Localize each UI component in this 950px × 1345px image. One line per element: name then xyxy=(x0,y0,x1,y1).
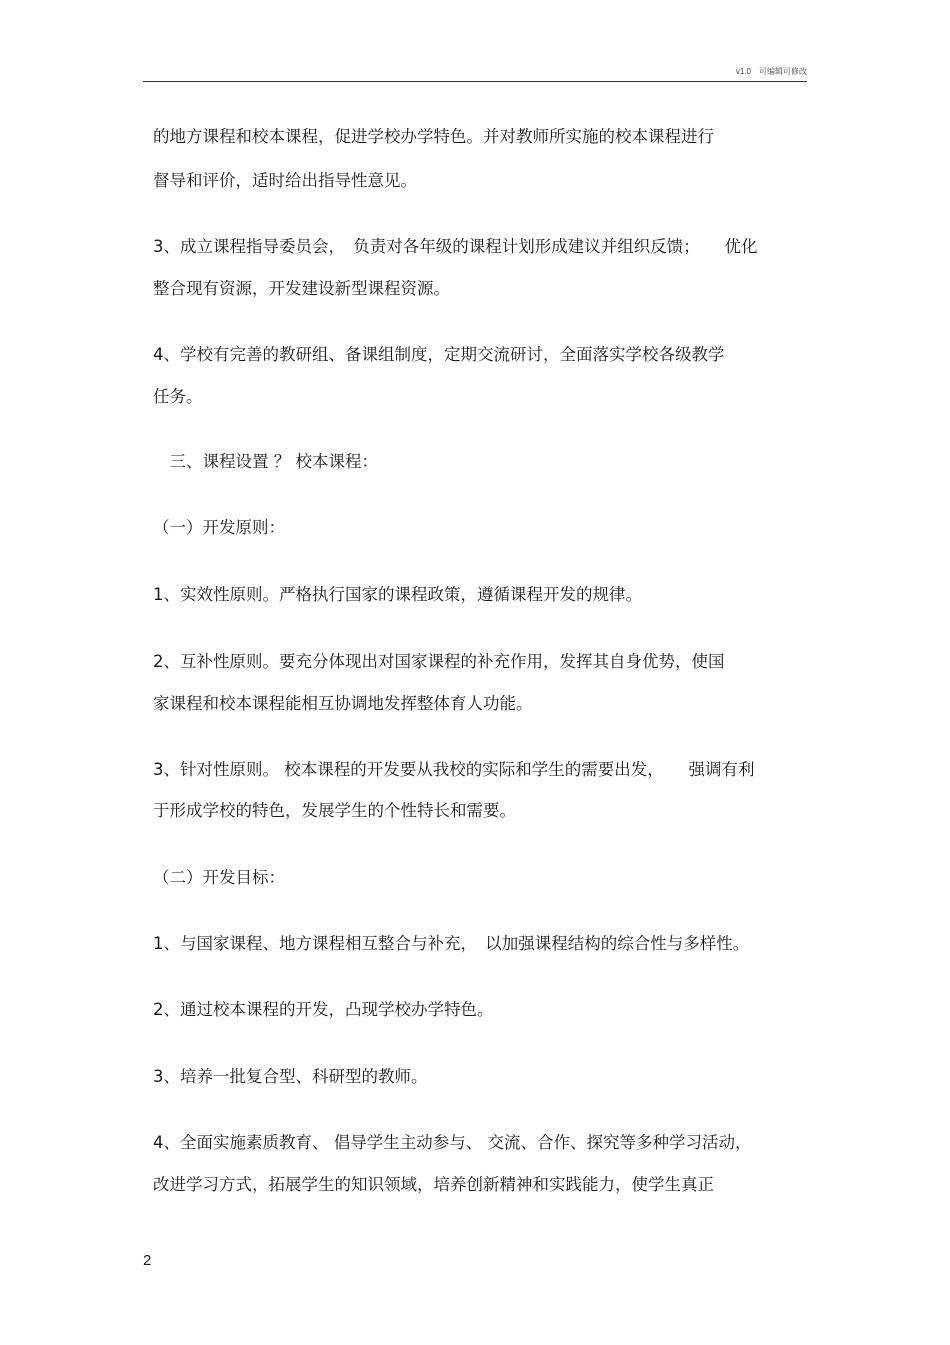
page-number: 2 xyxy=(143,1252,152,1269)
version-note: v1.0 可编辑可修改 xyxy=(735,67,807,76)
subsection-heading: （一）开发原则： xyxy=(153,518,285,537)
header-rule xyxy=(143,81,807,82)
body-line: 2、通过校本课程的开发，凸现学校办学特色。 xyxy=(153,1000,494,1019)
body-line: 于形成学校的特色，发展学生的个性特长和需要。 xyxy=(153,801,516,820)
body-line: 督导和评价，适时给出指导性意见。 xyxy=(153,171,417,190)
body-line: 1、与国家课程、地方课程相互整合与补充， 以加强课程结构的综合性与多样性。 xyxy=(153,934,750,953)
body-line: 3、成立课程指导委员会， 负责对各年级的课程计划形成建议并组织反馈； 优化 xyxy=(153,237,758,256)
body-line: 4、学校有完善的教研组、备课组制度，定期交流研讨，全面落实学校各级教学 xyxy=(153,345,725,364)
subsection-heading: （二）开发目标： xyxy=(153,868,285,887)
body-line: 1、实效性原则。严格执行国家的课程政策，遵循课程开发的规律。 xyxy=(153,585,642,604)
body-line: 家课程和校本课程能相互协调地发挥整体育人功能。 xyxy=(153,694,533,713)
body-line: 3、培养一批复合型、科研型的教师。 xyxy=(153,1067,428,1086)
body-line: 改进学习方式，拓展学生的知识领域，培养创新精神和实践能力，使学生真正 xyxy=(153,1175,714,1194)
body-line: 的地方课程和校本课程，促进学校办学特色。并对教师所实施的校本课程进行 xyxy=(153,127,714,146)
body-line: 3、针对性原则。 校本课程的开发要从我校的实际和学生的需要出发， 强调有利 xyxy=(153,760,755,779)
body-line: 整合现有资源，开发建设新型课程资源。 xyxy=(153,279,450,298)
body-line: 任务。 xyxy=(153,387,203,406)
body-line: 4、全面实施素质教育、 倡导学生主动参与、 交流、合作、探究等多种学习活动， xyxy=(153,1133,752,1152)
section-heading: 三、课程设置 ？ 校本课程： xyxy=(153,452,378,471)
body-line: 2、互补性原则。要充分体现出对国家课程的补充作用，发挥其自身优势，使国 xyxy=(153,652,725,671)
